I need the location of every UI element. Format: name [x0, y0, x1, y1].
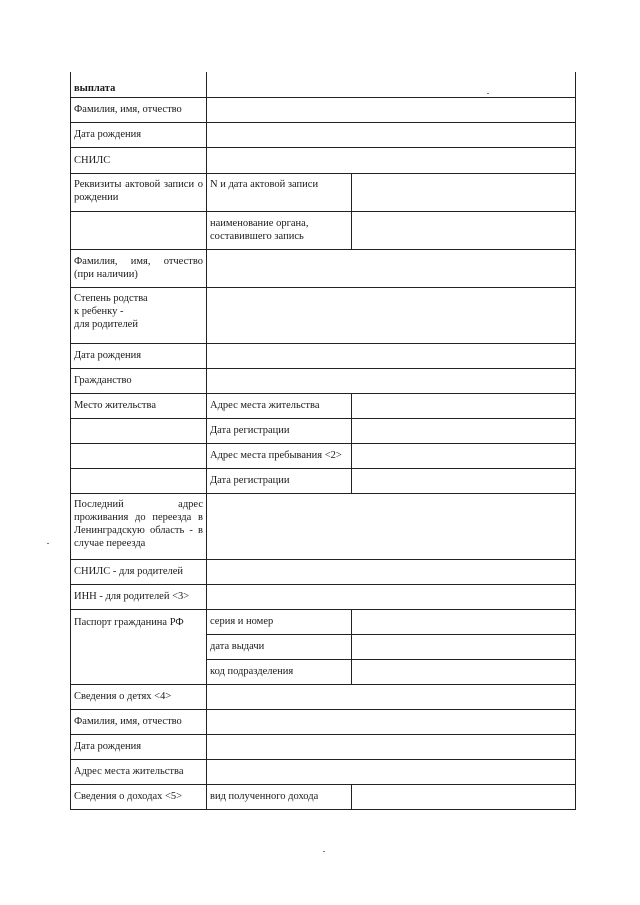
label-birth1: Дата рождения [71, 122, 207, 147]
row-snils-parents [71, 559, 576, 584]
label-passport-issue-date: дата выдачи [207, 634, 352, 659]
label-fio2: Фамилия, имя, отчество (при наличии) [71, 249, 207, 287]
label-snils-parents: СНИЛС - для родителей [71, 559, 207, 584]
label-registration-date1-empty [71, 418, 207, 443]
label-snils1: СНИЛС [71, 147, 207, 173]
label-passport-division: код подразделения [207, 659, 352, 684]
row-child-birth [71, 734, 576, 759]
label-payment: выплата [71, 72, 207, 97]
field-registration-date1[interactable] [352, 418, 576, 443]
field-fio2[interactable] [207, 249, 576, 287]
label-registration-date2-empty [71, 468, 207, 493]
label-stay-address: Адрес места пребывания <2> [207, 443, 352, 468]
label-residence: Место жительства [71, 393, 207, 418]
label-registration-date2: Дата регистрации [207, 468, 352, 493]
label-act-number: N и дата актовой записи [207, 173, 352, 211]
field-act-number[interactable] [352, 173, 576, 211]
application-form-table [70, 72, 576, 810]
field-passport-series[interactable] [352, 609, 576, 634]
label-kinship: Степень родства к ребенку - для родителей [71, 287, 207, 343]
field-stay-address[interactable] [352, 443, 576, 468]
label-residence-address: Адрес места жительства [207, 393, 352, 418]
label-act-record: Реквизиты актовой записи о рождении [71, 173, 207, 211]
row-child-fio [71, 709, 576, 734]
row-passport-series [71, 609, 576, 634]
label-income-type: вид полученного дохода [207, 784, 352, 809]
row-snils1 [71, 147, 576, 173]
row-fio2 [71, 249, 576, 287]
field-passport-division[interactable] [352, 659, 576, 684]
field-citizenship[interactable] [207, 368, 576, 393]
scan-speck [487, 93, 489, 94]
field-payment[interactable] [207, 72, 576, 97]
field-fio1[interactable] [207, 97, 576, 122]
field-child-fio[interactable] [207, 709, 576, 734]
label-child-birth: Дата рождения [71, 734, 207, 759]
label-citizenship: Гражданство [71, 368, 207, 393]
row-act-record [71, 173, 576, 211]
row-inn-parents [71, 584, 576, 609]
label-act-authority: наименование органа, составившего запись [207, 211, 352, 249]
field-children-info[interactable] [207, 684, 576, 709]
field-income-type[interactable] [352, 784, 576, 809]
label-child-address: Адрес места жительства [71, 759, 207, 784]
row-last-address [71, 493, 576, 559]
row-birth1 [71, 122, 576, 147]
row-act-authority [71, 211, 576, 249]
row-registration-date1 [71, 418, 576, 443]
field-snils-parents[interactable] [207, 559, 576, 584]
row-stay-address [71, 443, 576, 468]
label-registration-date1: Дата регистрации [207, 418, 352, 443]
field-last-address[interactable] [207, 493, 576, 559]
row-birth2 [71, 343, 576, 368]
row-registration-date2 [71, 468, 576, 493]
row-income-info [71, 784, 576, 809]
label-income-info: Сведения о доходах <5> [71, 784, 207, 809]
scan-speck [323, 851, 325, 852]
field-child-address[interactable] [207, 759, 576, 784]
label-child-fio: Фамилия, имя, отчество [71, 709, 207, 734]
field-birth1[interactable] [207, 122, 576, 147]
field-child-birth[interactable] [207, 734, 576, 759]
field-snils1[interactable] [207, 147, 576, 173]
row-child-address [71, 759, 576, 784]
label-stay-address-empty [71, 443, 207, 468]
row-children-info [71, 684, 576, 709]
label-passport-series: серия и номер [207, 609, 352, 634]
label-children-info: Сведения о детях <4> [71, 684, 207, 709]
field-inn-parents[interactable] [207, 584, 576, 609]
field-act-authority[interactable] [352, 211, 576, 249]
row-payment [71, 72, 576, 97]
field-registration-date2[interactable] [352, 468, 576, 493]
field-birth2[interactable] [207, 343, 576, 368]
scan-speck [47, 543, 49, 544]
label-fio1: Фамилия, имя, отчество [71, 97, 207, 122]
row-residence-address [71, 393, 576, 418]
field-residence-address[interactable] [352, 393, 576, 418]
label-act-authority-empty [71, 211, 207, 249]
field-passport-issue-date[interactable] [352, 634, 576, 659]
label-last-address: Последний адрес проживания до переезда в Ленинградскую область - в случае переезда [71, 493, 207, 559]
row-kinship [71, 287, 576, 343]
row-citizenship [71, 368, 576, 393]
row-fio1 [71, 97, 576, 122]
label-inn-parents: ИНН - для родителей <3> [71, 584, 207, 609]
label-passport: Паспорт гражданина РФ [71, 609, 207, 684]
field-kinship[interactable] [207, 287, 576, 343]
label-birth2: Дата рождения [71, 343, 207, 368]
